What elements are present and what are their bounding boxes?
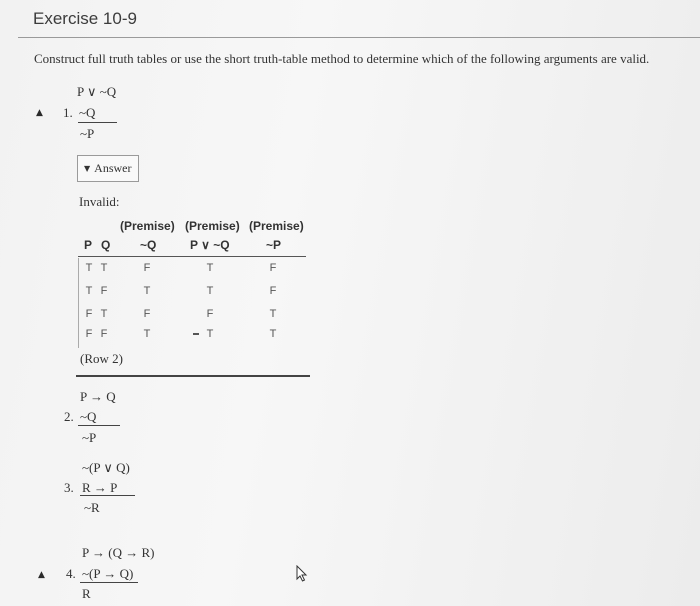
answer-separator bbox=[76, 375, 310, 377]
table-cell: F bbox=[100, 328, 108, 340]
mouse-pointer-icon bbox=[296, 565, 310, 583]
table-cell: F bbox=[100, 285, 108, 297]
problem-number: 4. bbox=[66, 566, 76, 581]
row-note: (Row 2) bbox=[80, 351, 123, 366]
problem-number: 2. bbox=[64, 409, 74, 424]
table-cell: T bbox=[143, 328, 151, 340]
premise-2: ~(P → Q) bbox=[82, 566, 134, 581]
instructions: Construct full truth tables or use the short truth-table method to determine which of the following arguments are valid. bbox=[34, 51, 650, 66]
table-cell: T bbox=[85, 262, 93, 274]
conclusion-line bbox=[78, 122, 117, 123]
table-header-rule bbox=[78, 256, 306, 257]
table-left-rule bbox=[78, 258, 79, 348]
conclusion: ~P bbox=[80, 126, 95, 141]
table-cell: F bbox=[269, 285, 277, 297]
exercise-title: Exercise 10-9 bbox=[33, 9, 137, 28]
table-cell: T bbox=[206, 285, 214, 297]
table-cell: F bbox=[269, 262, 277, 274]
table-cell: T bbox=[85, 285, 93, 297]
conclusion: ~P bbox=[82, 430, 97, 445]
column-header: P bbox=[84, 238, 93, 252]
conclusion-line bbox=[80, 582, 138, 583]
answer-toggle-button[interactable] bbox=[77, 155, 139, 182]
conclusion-line bbox=[80, 495, 135, 496]
conclusion-line bbox=[78, 425, 120, 426]
table-cell: F bbox=[85, 328, 93, 340]
premise-1: P ∨ ~Q bbox=[77, 84, 117, 99]
title-divider bbox=[18, 37, 700, 38]
table-cell: T bbox=[100, 308, 108, 320]
verdict-label: Invalid: bbox=[79, 194, 120, 209]
table-cell: F bbox=[206, 308, 214, 320]
premise-header: (Premise) bbox=[185, 219, 240, 233]
table-cell: F bbox=[85, 308, 93, 320]
conclusion: ~R bbox=[84, 500, 100, 515]
table-cell: T bbox=[206, 262, 214, 274]
premise-1: P → Q bbox=[80, 389, 116, 404]
problem-number: 1. bbox=[63, 105, 73, 120]
table-cell: F bbox=[143, 308, 151, 320]
premise-header: (Premise) bbox=[120, 219, 175, 233]
table-cell: F bbox=[143, 262, 151, 274]
pen-mark bbox=[193, 333, 199, 335]
table-cell: T bbox=[100, 262, 108, 274]
expand-triangle-icon[interactable]: ▲ bbox=[38, 570, 45, 580]
column-header: ~P bbox=[266, 238, 282, 252]
column-header: Q bbox=[101, 238, 111, 252]
column-header: P ∨ ~Q bbox=[190, 238, 230, 252]
premise-2: R → P bbox=[82, 480, 118, 495]
expand-triangle-icon[interactable]: ▲ bbox=[36, 108, 43, 118]
premise-header: (Premise) bbox=[249, 219, 304, 233]
premise-1: ~(P ∨ Q) bbox=[82, 460, 130, 475]
premise-1: P → (Q → R) bbox=[82, 545, 155, 560]
table-cell: T bbox=[269, 328, 277, 340]
table-cell: T bbox=[269, 308, 277, 320]
table-cell: T bbox=[143, 285, 151, 297]
conclusion: R bbox=[82, 586, 91, 601]
premise-2: ~Q bbox=[80, 409, 97, 424]
problem-number: 3. bbox=[64, 480, 74, 495]
answer-button-label: Answer bbox=[94, 161, 132, 175]
premise-2: ~Q bbox=[79, 105, 96, 120]
column-header: ~Q bbox=[140, 238, 157, 252]
collapse-triangle-icon: ▼ bbox=[84, 164, 91, 173]
table-cell: T bbox=[206, 328, 214, 340]
